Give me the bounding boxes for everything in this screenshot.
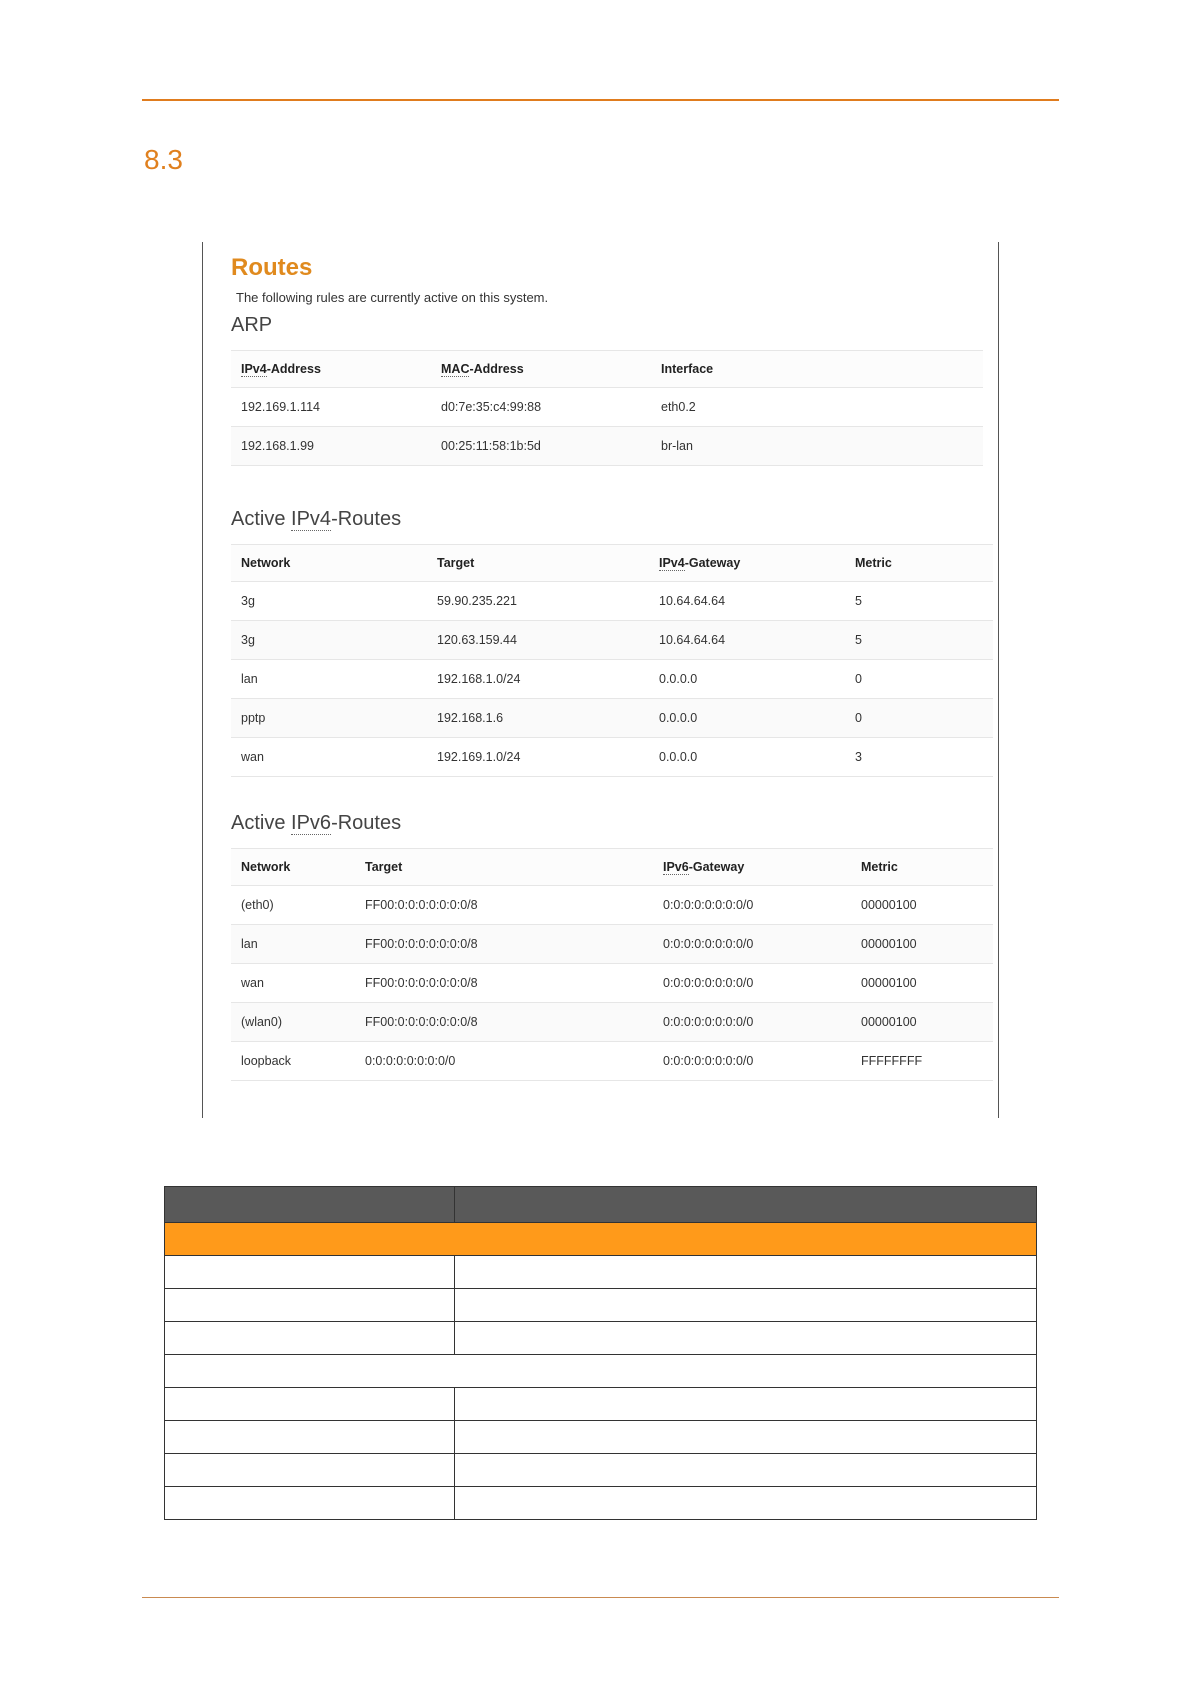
table-cell: 192.169.1.114 — [231, 388, 431, 427]
table-cell: loopback — [231, 1042, 355, 1081]
parameter-table-header — [165, 1187, 1037, 1223]
table-row — [231, 964, 993, 1003]
ipv6-heading — [231, 812, 401, 835]
column-header — [651, 351, 983, 388]
table-cell: 0:0:0:0:0:0:0:0/0 — [653, 1003, 851, 1042]
table-cell — [455, 1322, 1037, 1355]
ipv4-heading-abbr: IPv4 — [291, 508, 332, 530]
table-cell: 5 — [845, 582, 993, 621]
column-header-abbr: IPv6 — [663, 860, 689, 874]
ipv6-heading-suffix: -Routes — [331, 812, 402, 834]
table-cell: br-lan — [651, 427, 983, 466]
column-header-label: -Address — [266, 362, 321, 376]
band-cell — [165, 1223, 1037, 1256]
column-header-label: Metric — [861, 860, 898, 874]
table-cell — [165, 1289, 455, 1322]
table-row — [231, 582, 993, 621]
table-row — [231, 660, 993, 699]
table-cell: 0.0.0.0 — [649, 699, 845, 738]
ipv6-heading-abbr: IPv6 — [291, 812, 332, 834]
column-header-abbr: IPv4 — [659, 556, 685, 570]
table-cell — [165, 1322, 455, 1355]
table-cell: FF00:0:0:0:0:0:0:0/8 — [355, 886, 653, 925]
table-cell — [165, 1388, 455, 1421]
table-cell — [165, 1487, 455, 1520]
table-row — [165, 1289, 1037, 1322]
table-row — [231, 738, 993, 777]
table-cell: lan — [231, 660, 427, 699]
table-row — [231, 1003, 993, 1042]
table-cell: 0:0:0:0:0:0:0:0/0 — [653, 886, 851, 925]
table-cell: 192.168.1.0/24 — [427, 660, 649, 699]
arp-header-row — [231, 351, 983, 388]
table-cell: lan — [231, 925, 355, 964]
table-cell: FF00:0:0:0:0:0:0:0/8 — [355, 925, 653, 964]
table-cell: 10.64.64.64 — [649, 621, 845, 660]
header-cell — [165, 1187, 455, 1223]
table-row — [165, 1454, 1037, 1487]
table-cell: FF00:0:0:0:0:0:0:0/8 — [355, 1003, 653, 1042]
table-cell: 00000100 — [851, 1003, 993, 1042]
table-cell: FF00:0:0:0:0:0:0:0/8 — [355, 964, 653, 1003]
table-row — [231, 699, 993, 738]
ipv4-routes-table — [231, 544, 993, 777]
ipv4-heading-suffix: -Routes — [331, 508, 402, 530]
table-cell: 192.168.1.6 — [427, 699, 649, 738]
table-cell: 0:0:0:0:0:0:0:0/0 — [653, 925, 851, 964]
table-cell: 0:0:0:0:0:0:0:0/0 — [653, 964, 851, 1003]
table-row — [231, 925, 993, 964]
table-cell: 0.0.0.0 — [649, 660, 845, 699]
arp-heading: ARP — [231, 314, 273, 336]
table-cell: 120.63.159.44 — [427, 621, 649, 660]
table-cell: 00000100 — [851, 964, 993, 1003]
column-header — [355, 849, 653, 886]
column-header — [231, 351, 431, 388]
column-header-label: -Gateway — [688, 860, 745, 874]
ipv6-body — [231, 886, 993, 1081]
table-cell: 00000100 — [851, 925, 993, 964]
page-title: Routes — [231, 254, 313, 281]
column-header-label: Network — [241, 860, 291, 874]
footer-rule — [142, 1597, 1059, 1598]
table-row — [165, 1421, 1037, 1454]
table-cell: (eth0) — [231, 886, 355, 925]
column-header — [851, 849, 993, 886]
table-cell: 10.64.64.64 — [649, 582, 845, 621]
table-cell: wan — [231, 738, 427, 777]
table-row — [165, 1355, 1037, 1388]
column-header — [649, 545, 845, 582]
table-row — [231, 621, 993, 660]
table-row — [231, 1042, 993, 1081]
table-cell: 192.169.1.0/24 — [427, 738, 649, 777]
table-cell: 3 — [845, 738, 993, 777]
column-header-label: Target — [437, 556, 475, 570]
column-header-label: -Address — [469, 362, 524, 376]
table-cell: pptp — [231, 699, 427, 738]
table-cell: 3g — [231, 621, 427, 660]
table-cell — [165, 1421, 455, 1454]
column-header-label: Metric — [855, 556, 892, 570]
table-row — [231, 886, 993, 925]
routes-screenshot — [202, 242, 999, 1118]
table-row — [231, 427, 983, 466]
ipv4-heading-prefix: Active — [231, 508, 292, 530]
table-cell: 00000100 — [851, 886, 993, 925]
header-cell — [455, 1187, 1037, 1223]
page-subtitle: The following rules are currently active on this system. — [236, 290, 549, 305]
column-header-label: Network — [241, 556, 291, 570]
ipv6-header-row — [231, 849, 993, 886]
table-cell — [165, 1256, 455, 1289]
parameter-table — [164, 1186, 1037, 1520]
table-row — [165, 1487, 1037, 1520]
table-row — [165, 1322, 1037, 1355]
ipv6-routes-table — [231, 848, 993, 1081]
table-cell: 0:0:0:0:0:0:0:0/0 — [355, 1042, 653, 1081]
table-cell: d0:7e:35:c4:99:88 — [431, 388, 651, 427]
table-cell: eth0.2 — [651, 388, 983, 427]
ipv4-heading — [231, 508, 401, 531]
table-cell — [455, 1454, 1037, 1487]
table-cell: 0 — [845, 699, 993, 738]
column-header — [231, 545, 427, 582]
table-cell: 192.168.1.99 — [231, 427, 431, 466]
table-cell — [455, 1388, 1037, 1421]
column-header — [231, 849, 355, 886]
column-header-label: Interface — [661, 362, 714, 376]
table-cell: 00:25:11:58:1b:5d — [431, 427, 651, 466]
parameter-table-band — [165, 1223, 1037, 1256]
column-header-abbr: MAC — [441, 362, 470, 376]
table-cell: 0 — [845, 660, 993, 699]
arp-body — [231, 388, 983, 466]
table-cell — [165, 1454, 455, 1487]
table-cell: FFFFFFFF — [851, 1042, 993, 1081]
table-row — [165, 1256, 1037, 1289]
table-cell — [165, 1355, 1037, 1388]
table-cell — [455, 1289, 1037, 1322]
table-row — [165, 1388, 1037, 1421]
table-row — [231, 388, 983, 427]
ipv4-body — [231, 582, 993, 777]
column-header-abbr: IPv4 — [241, 362, 267, 376]
ipv6-heading-prefix: Active — [231, 812, 292, 834]
header-rule — [142, 99, 1059, 101]
table-cell: wan — [231, 964, 355, 1003]
table-cell: 3g — [231, 582, 427, 621]
column-header — [431, 351, 651, 388]
table-cell: 59.90.235.221 — [427, 582, 649, 621]
column-header-label: -Gateway — [684, 556, 741, 570]
section-number: 8.3 — [144, 144, 183, 175]
column-header-label: Target — [365, 860, 403, 874]
column-header — [653, 849, 851, 886]
column-header — [845, 545, 993, 582]
ipv4-header-row — [231, 545, 993, 582]
table-cell: 5 — [845, 621, 993, 660]
table-cell: 0:0:0:0:0:0:0:0/0 — [653, 1042, 851, 1081]
table-cell — [455, 1421, 1037, 1454]
table-cell — [455, 1256, 1037, 1289]
arp-table — [231, 350, 983, 466]
table-cell — [455, 1487, 1037, 1520]
table-cell: (wlan0) — [231, 1003, 355, 1042]
column-header — [427, 545, 649, 582]
table-cell: 0.0.0.0 — [649, 738, 845, 777]
